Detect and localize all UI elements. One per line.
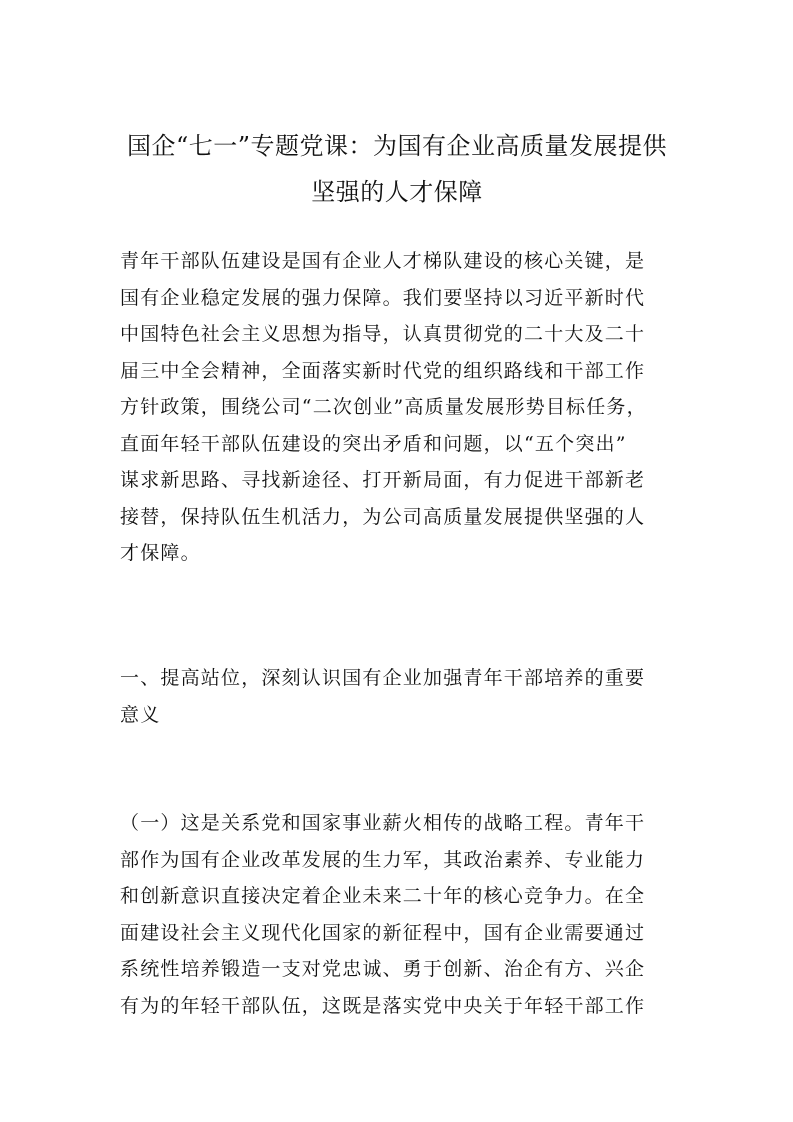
title-line-2: 坚强的人才保障 [311,178,483,206]
section-1-paragraph-1 [120,805,680,1024]
paragraph-line: 国有企业稳定发展的强力保障。我们要坚持以习近平新时代 [120,286,646,309]
paragraph-line: 届三中全会精神，全面落实新时代党的组织路线和干部工作 [120,359,646,382]
paragraph-line: 青年干部队伍建设是国有企业人才梯队建设的核心关键，是 [120,250,646,272]
paragraph-line: 接替，保持队伍生机活力，为公司高质量发展提供坚强的人 [120,505,646,528]
title-line-1: 国企“七一”专题党课：为国有企业高质量发展提供 [126,132,668,160]
paragraph-line: 和创新意识直接决定着企业未来二十年的核心竞争力。在全 [120,885,646,907]
paragraph-line: 中国特色社会主义思想为指导，认真贯彻党的二十大及二十 [120,323,646,345]
paragraph-line: 面建设社会主义现代化国家的新征程中，国有企业需要通过 [120,921,646,944]
paragraph-line: 有为的年轻干部队伍，这既是落实党中央关于年轻干部工作 [120,994,646,1017]
paragraph-line: 直面年轻干部队伍建设的突出矛盾和问题，以“五个突出” [120,432,627,455]
paragraph-line: 谋求新思路、寻找新途径、打开新局面，有力促进干部新老 [120,469,646,491]
heading-line: 一、提高站位，深刻认识国有企业加强青年干部培养的重要 [120,667,646,689]
paragraph-line: 系统性培养锻造一支对党忠诚、勇于创新、治企有方、兴企 [120,958,646,980]
heading-line: 意义 [120,703,161,726]
paragraph-line: 方针政策，围绕公司“二次创业”高质量发展形势目标任务， [120,396,647,418]
section-1-heading [120,660,680,733]
paragraph-line: 才保障。 [120,542,201,564]
intro-paragraph [120,243,680,572]
paragraph-line: （一）这是关系党和国家事业薪火相传的战略工程。青年干 [120,812,646,834]
paragraph-line: 部作为国有企业改革发展的生力军，其政治素养、专业能力 [120,848,646,871]
